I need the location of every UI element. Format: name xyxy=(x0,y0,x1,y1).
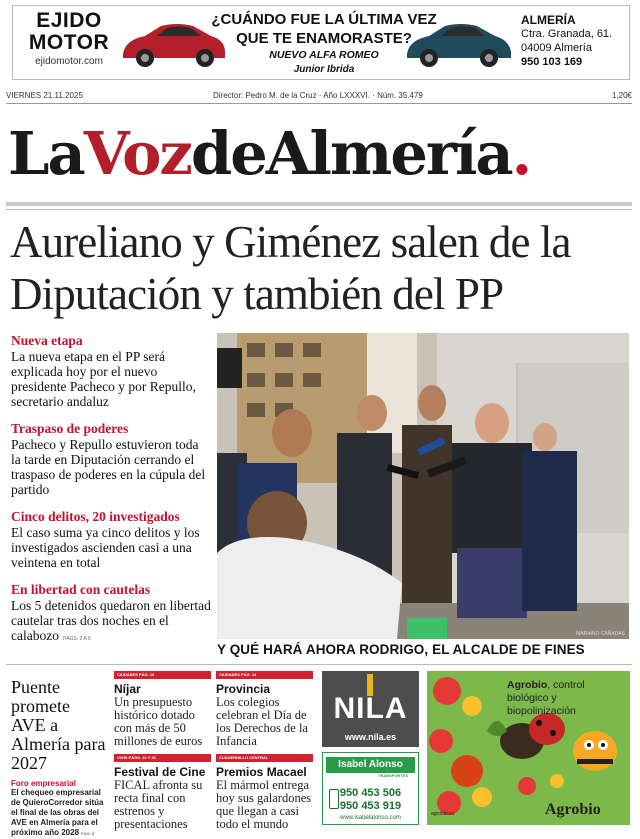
isabel-logo: Isabel Alonso xyxy=(326,757,415,773)
teaser-box[interactable] xyxy=(216,754,313,831)
brief-page-ref: PÁGS. 2 A 6 xyxy=(62,636,91,642)
brief-body: Pacheco y Repullo estuvieron toda la tarde en Diputación cerrando el traspaso de poderes en la cúpula del partido xyxy=(11,437,206,497)
brief-body-text: Los 5 detenidos quedaron en libertad cautelar tras dos noches en el calabozo xyxy=(11,598,211,643)
photo-credit: MARIANO CAÑADAS xyxy=(576,631,625,637)
masthead-rule-thin xyxy=(6,209,632,210)
teaser-title: Níjar xyxy=(114,682,141,696)
puente-page-ref: PÁG. 8 xyxy=(81,831,95,836)
puente-body xyxy=(11,788,106,839)
ejido-motor-logo xyxy=(23,10,115,67)
puente-kicker: Foro empresarial xyxy=(11,779,76,788)
agrobio-tagline-text: , control biológico y biopolinización xyxy=(507,679,585,717)
main-headline[interactable]: Aureliano y Giménez salen de la Diputación y también del PP xyxy=(10,217,571,319)
teaser-body: Los colegios celebran el Día de los Derechos de la Infancia xyxy=(216,695,308,748)
puente-headline: Puente promete AVE a Almería para 2027 xyxy=(11,677,106,773)
issue-price: 1,20€ xyxy=(611,91,632,100)
dateline xyxy=(6,90,632,104)
newspaper-masthead[interactable] xyxy=(8,118,634,190)
ad-city: ALMERÍA xyxy=(521,13,576,27)
agrobio-advertisement[interactable] xyxy=(427,671,630,825)
nila-advertisement[interactable] xyxy=(322,671,419,747)
side-briefs xyxy=(11,333,211,659)
masthead-de-almeria: deAlmería xyxy=(190,119,512,188)
puente-body-text: El chequeo empresarial de QuieroCorredor sitúa el final de las obras del AVE en Almería para el próximo año 2028 xyxy=(11,788,104,837)
agrobio-wordmark: Agrobio xyxy=(545,801,601,818)
ad-model: NUEVO ALFA ROMEO xyxy=(269,49,379,61)
nila-url: www.nila.es xyxy=(344,732,397,742)
brief-item[interactable] xyxy=(11,421,211,497)
isabel-url: www.isabelalonso.com xyxy=(340,815,401,821)
ad-phone: 950 103 169 xyxy=(521,56,583,68)
press-scrum-photo xyxy=(217,333,629,639)
teaser-title: Provincia xyxy=(216,682,271,696)
issue-info: Director: Pedro M. de la Cruz · Año LXXXVI. · Núm. 35.479 xyxy=(213,91,423,100)
brief-body: El caso suma ya cinco delitos y los investigados ascienden casi a una veintena en total xyxy=(11,525,200,570)
agrobio-brand: Agrobio xyxy=(507,679,548,691)
teaser-section-bar: CIUDADES PÁG. 14 xyxy=(216,671,313,679)
brief-item[interactable] xyxy=(11,333,211,409)
teaser-body: El mármol entrega hoy sus galardones que llegan a casi todo el mundo xyxy=(216,778,312,831)
teaser-body: Un presupuesto histórico dotado con más de 50 millones de euros xyxy=(114,695,203,748)
teaser-section-bar: VIVIR PÁGS. 32 Y 33 xyxy=(114,754,211,762)
ad-brand-url: ejidomotor.com xyxy=(35,56,103,67)
issue-date: VIERNES 21.11.2025 xyxy=(6,91,83,100)
brief-body: La nueva etapa en el PP será explicada hoy por el nuevo presidente Pacheco y por Repullo, secretario andaluz xyxy=(11,349,196,409)
ad-model-sub: Junior Ibrida xyxy=(293,64,355,75)
masthead-la: La xyxy=(8,119,84,188)
teaser-box[interactable] xyxy=(114,671,211,748)
teaser-box[interactable] xyxy=(114,754,211,831)
brief-item[interactable] xyxy=(11,509,211,570)
bottom-rule xyxy=(6,664,632,665)
isabel-alonso-advertisement[interactable] xyxy=(322,752,419,825)
teaser-section-bar: CIUDADES PÁG. 16 xyxy=(114,671,211,679)
nila-logo: NILA xyxy=(333,692,408,725)
masthead-rule xyxy=(6,202,632,206)
teaser-body: FICAL afronta su recta final con estrenos y presentaciones xyxy=(114,778,203,831)
brief-title: Cinco delitos, 20 investigados xyxy=(11,509,180,524)
ad-address2: 04009 Almería xyxy=(521,42,592,54)
brief-title: En libertad con cautelas xyxy=(11,582,151,597)
ad-brand-line1: EJIDO xyxy=(36,9,102,32)
agrobio-url: agrobio.es xyxy=(431,811,455,817)
photo-caption[interactable]: Y QUÉ HARÁ AHORA RODRIGO, EL ALCALDE DE FINES xyxy=(217,641,629,659)
masthead-voz: Voz xyxy=(83,119,191,188)
brief-body xyxy=(11,598,211,647)
brief-item[interactable] xyxy=(11,582,211,647)
agrobio-tagline xyxy=(507,679,627,718)
brief-title: Nueva etapa xyxy=(11,333,83,348)
top-advertisement[interactable] xyxy=(12,5,630,80)
ad-question: ¿CUÁNDO FUE LA ÚLTIMA VEZ QUE TE ENAMORASTE? xyxy=(211,11,437,47)
ad-brand-line2: MOTOR xyxy=(28,31,110,54)
ad-contact xyxy=(521,13,612,69)
puente-story[interactable] xyxy=(11,678,106,839)
masthead-dot: . xyxy=(511,119,531,188)
ad-address1: Ctra. Granada, 61. xyxy=(521,28,613,40)
teaser-title: Festival de Cine xyxy=(114,765,206,779)
teaser-title: Premios Macael xyxy=(216,765,307,779)
isabel-sub: TRANSPORTES xyxy=(378,773,409,778)
teal-car-image xyxy=(403,18,515,70)
teaser-box[interactable] xyxy=(216,671,313,748)
isabel-phone-2: 950 453 919 xyxy=(339,800,402,812)
isabel-phone-1: 950 453 506 xyxy=(339,787,402,799)
teaser-section-bar: CUADERNILLO CENTRAL xyxy=(216,754,313,762)
brief-title: Traspaso de poderes xyxy=(11,421,129,436)
lead-photo[interactable] xyxy=(217,333,629,639)
